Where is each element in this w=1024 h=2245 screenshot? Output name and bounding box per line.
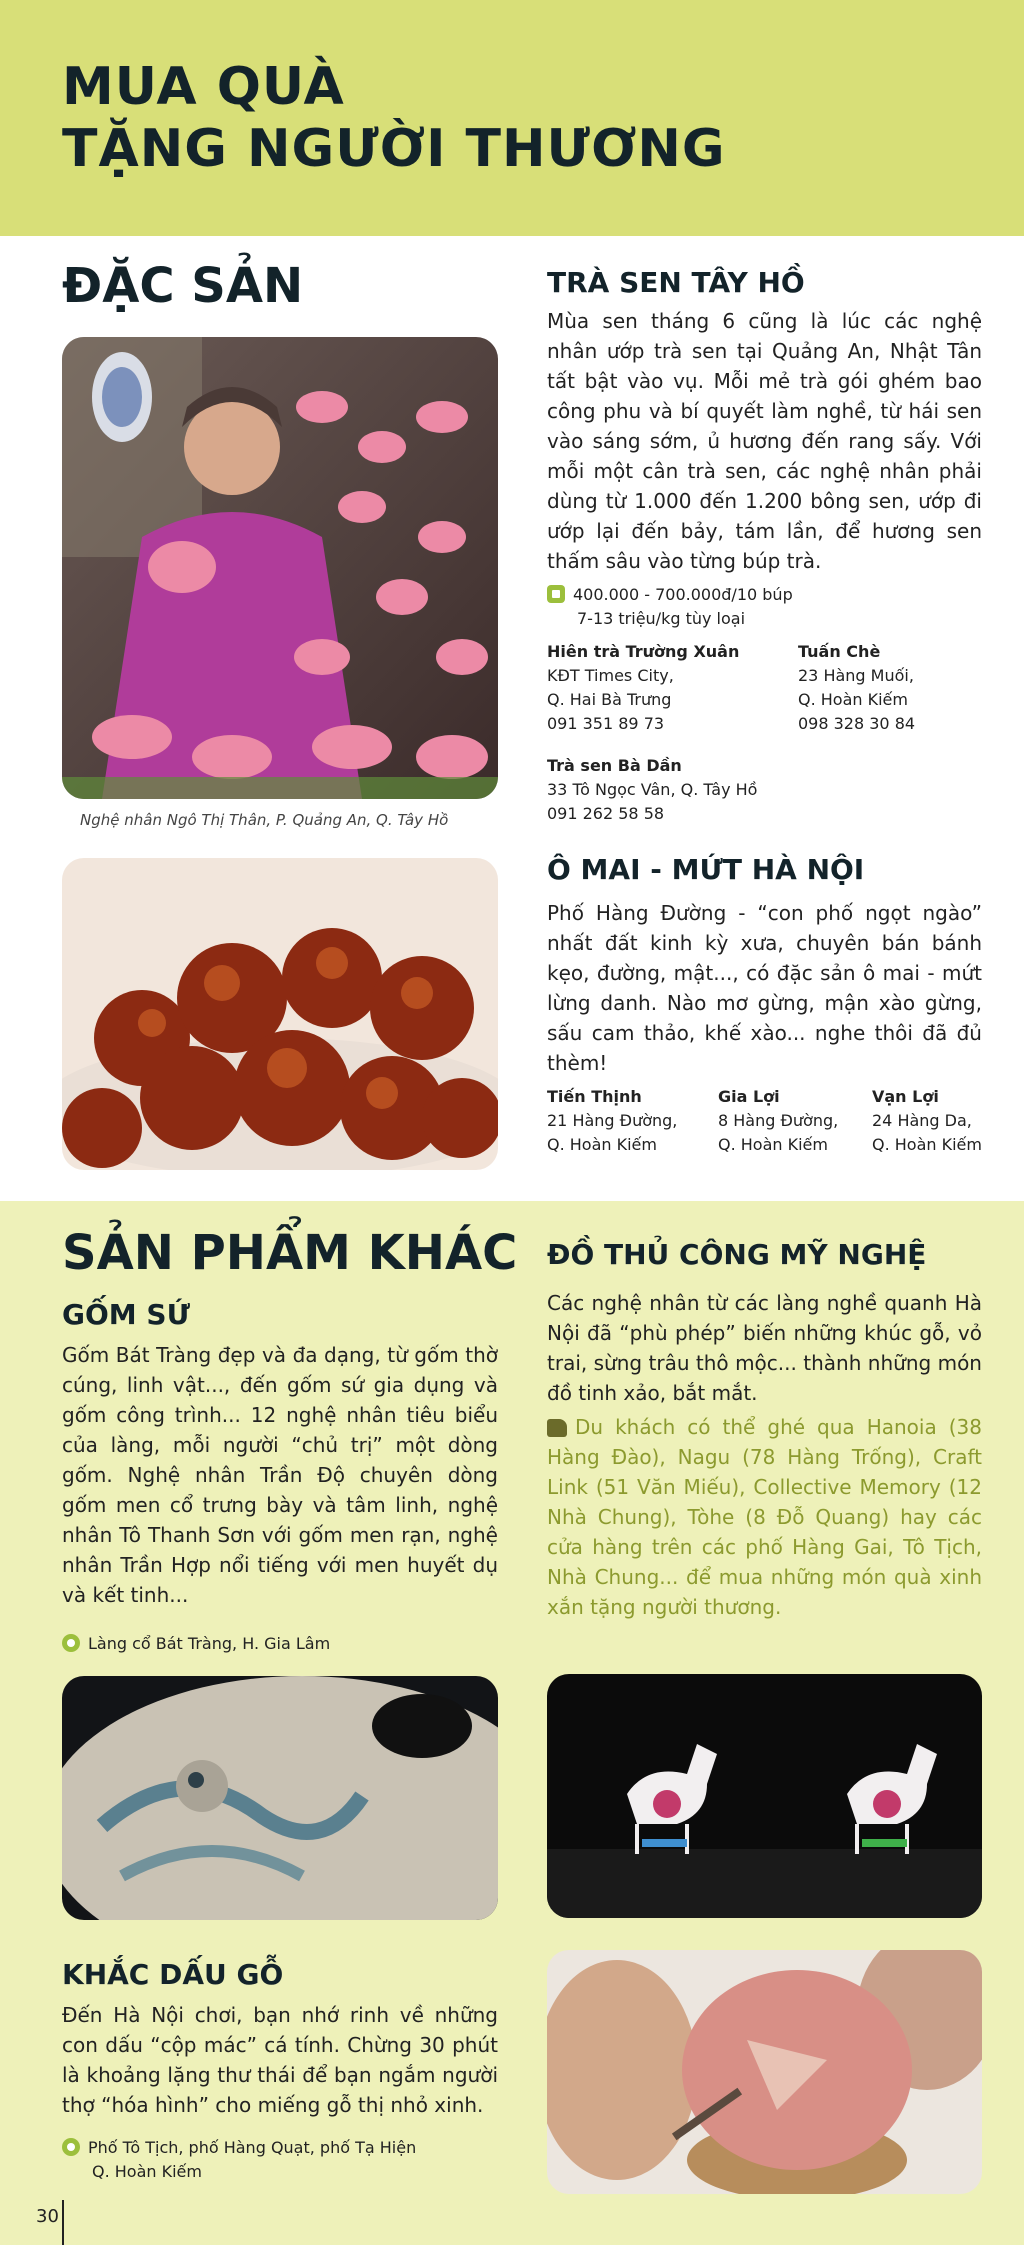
thu-cong-body: Các nghệ nhân từ các làng nghề quanh Hà Nội đã “phù phép” biến những khúc gỗ, vỏ trai, sừng trâu thô mộc... thành những món đồ tinh xảo, bắt mắt. — [547, 1291, 982, 1405]
dac-san-title: ĐẶC SẢN — [62, 258, 304, 314]
footer-divider — [62, 2200, 64, 2245]
shop-district: Q. Hoàn Kiếm — [547, 1135, 657, 1154]
shop-district: Q. Hai Bà Trưng — [547, 690, 672, 709]
tra-sen-title: TRÀ SEN TÂY HỒ — [547, 266, 805, 299]
tra-sen-price — [547, 583, 982, 631]
shop-address: 24 Hàng Da, — [872, 1111, 972, 1130]
san-pham-khac-title: SẢN PHẨM KHÁC — [62, 1225, 518, 1281]
o-mai-title: Ô MAI - MỨT HÀ NỘI — [547, 853, 865, 886]
shopping-tag-icon — [547, 1419, 567, 1437]
shop-tuan-che — [798, 640, 998, 736]
shop-ba-dan — [547, 754, 982, 826]
shop-tien-thinh — [547, 1085, 712, 1157]
ceramic-dragon-photo — [62, 1676, 498, 1920]
shop-district: Q. Hoàn Kiếm — [718, 1135, 828, 1154]
o-mai-body: Phố Hàng Đường - “con phố ngọt ngào” nhất đất kinh kỳ xưa, chuyên bán bánh kẹo, đường, mật..., có đặc sản ô mai - mứt lừng danh. Nào mơ gừng, mận xào gừng, sấu cam thảo, khế xào... nghe thôi đã đủ thèm! — [547, 901, 982, 1075]
wood-stamp-carving-photo — [547, 1950, 982, 2194]
gom-su-location — [62, 1632, 498, 1656]
location-line-1: Phố Tô Tịch, phố Hàng Quạt, phố Tạ Hiện — [88, 2138, 417, 2157]
shop-van-loi — [872, 1085, 1002, 1157]
page-number: 30 — [36, 2206, 59, 2227]
shop-name: Hiên trà Trường Xuân — [547, 642, 740, 661]
shop-name: Gia Lợi — [718, 1087, 780, 1106]
shop-gia-loi — [718, 1085, 873, 1157]
tip-text: Du khách có thể ghé qua Hanoia (38 Hàng Đào), Nagu (78 Hàng Trống), Craft Link (51 Văn Miếu), Collective Memory (12 Nhà Chung), Tòhe (8 Đỗ Quang) hay các cửa hàng trên các phố Hàng Gai, Tô Tịch, Nhà Chung... để mua những món quà xinh xắn tặng người thương. — [547, 1415, 982, 1619]
shop-name: Vạn Lợi — [872, 1087, 939, 1106]
shop-address: 33 Tô Ngọc Vân, Q. Tây Hồ — [547, 780, 758, 799]
page-title — [62, 56, 726, 180]
location-pin-icon — [62, 2138, 80, 2156]
shop-address: 21 Hàng Đường, — [547, 1111, 678, 1130]
page-header — [0, 0, 1024, 236]
shop-phone: 098 328 30 84 — [798, 714, 916, 733]
shop-address: 23 Hàng Muối, — [798, 666, 914, 685]
shop-name: Trà sen Bà Dần — [547, 756, 682, 775]
khac-dau-body: Đến Hà Nội chơi, bạn nhớ rinh về những con dấu “cộp mác” cá tính. Chừng 30 phút là khoảng lặng thư thái để bạn ngắm người thợ “hóa hình” cho miếng gỗ thị nhỏ xinh. — [62, 2003, 498, 2117]
shop-address: 8 Hàng Đường, — [718, 1111, 839, 1130]
o-mai-photo — [62, 858, 498, 1170]
shop-phone: 091 262 58 58 — [547, 804, 665, 823]
shop-district: Q. Hoàn Kiếm — [872, 1135, 982, 1154]
price-tag-icon — [547, 585, 565, 603]
price-line-1: 400.000 - 700.000đ/10 búp — [573, 585, 793, 604]
gom-su-body: Gốm Bát Tràng đẹp và đa dạng, từ gốm thờ cúng, linh vật..., đến gốm sứ gia dụng và gốm công trình... 12 nghệ nhân tiêu biểu của làng, mỗi người “chủ trị” một dòng gốm. Nghệ nhân Trần Độ chuyên dòng gốm men cổ trưng bày và tâm linh, nghệ nhân Tô Thanh Sơn với gốm men rạn, nghệ nhân Trần Hợp nổi tiếng với men huyết dụ và kết tinh... — [62, 1343, 498, 1607]
location-pin-icon — [62, 1634, 80, 1652]
shop-truong-xuan — [547, 640, 777, 736]
artisan-lotus-photo — [62, 337, 498, 799]
shop-address: KĐT Times City, — [547, 666, 674, 685]
shop-phone: 091 351 89 73 — [547, 714, 665, 733]
title-line-1: MUA QUÀ — [62, 57, 345, 117]
shop-name: Tuấn Chè — [798, 642, 881, 661]
shop-name: Tiến Thịnh — [547, 1087, 642, 1106]
thu-cong-title: ĐỒ THỦ CÔNG MỸ NGHỆ — [547, 1238, 927, 1271]
price-line-2: 7-13 triệu/kg tùy loại — [577, 609, 746, 628]
tra-sen-body: Mùa sen tháng 6 cũng là lúc các nghệ nhân ướp trà sen tại Quảng An, Nhật Tân tất bật vào vụ. Mỗi mẻ trà gói ghém bao công phu và bí quyết làm nghề, từ hái sen vào sáng sớm, ủ hương đến rang sấy. Với mỗi một cân trà sen, các nghệ nhân phải dùng từ 1.000 đến 1.200 bông sen, ướp đi ướp lại đến bảy, tám lần, để hương sen thấm sâu vào từng búp trà. — [547, 309, 982, 573]
location-line-2: Q. Hoàn Kiếm — [92, 2162, 202, 2181]
khac-dau-location — [62, 2136, 498, 2184]
khac-dau-title: KHẮC DẤU GỖ — [62, 1958, 284, 1991]
thu-cong-tip — [547, 1412, 982, 1622]
title-line-2: TẶNG NGƯỜI THƯƠNG — [62, 119, 726, 179]
artisan-photo-caption: Nghệ nhân Ngô Thị Thân, P. Quảng An, Q. Tây Hồ — [80, 811, 449, 829]
gom-su-title: GỐM SỨ — [62, 1298, 190, 1331]
shop-district: Q. Hoàn Kiếm — [798, 690, 908, 709]
puppet-horses-photo — [547, 1674, 982, 1918]
location-text: Làng cổ Bát Tràng, H. Gia Lâm — [88, 1634, 331, 1653]
